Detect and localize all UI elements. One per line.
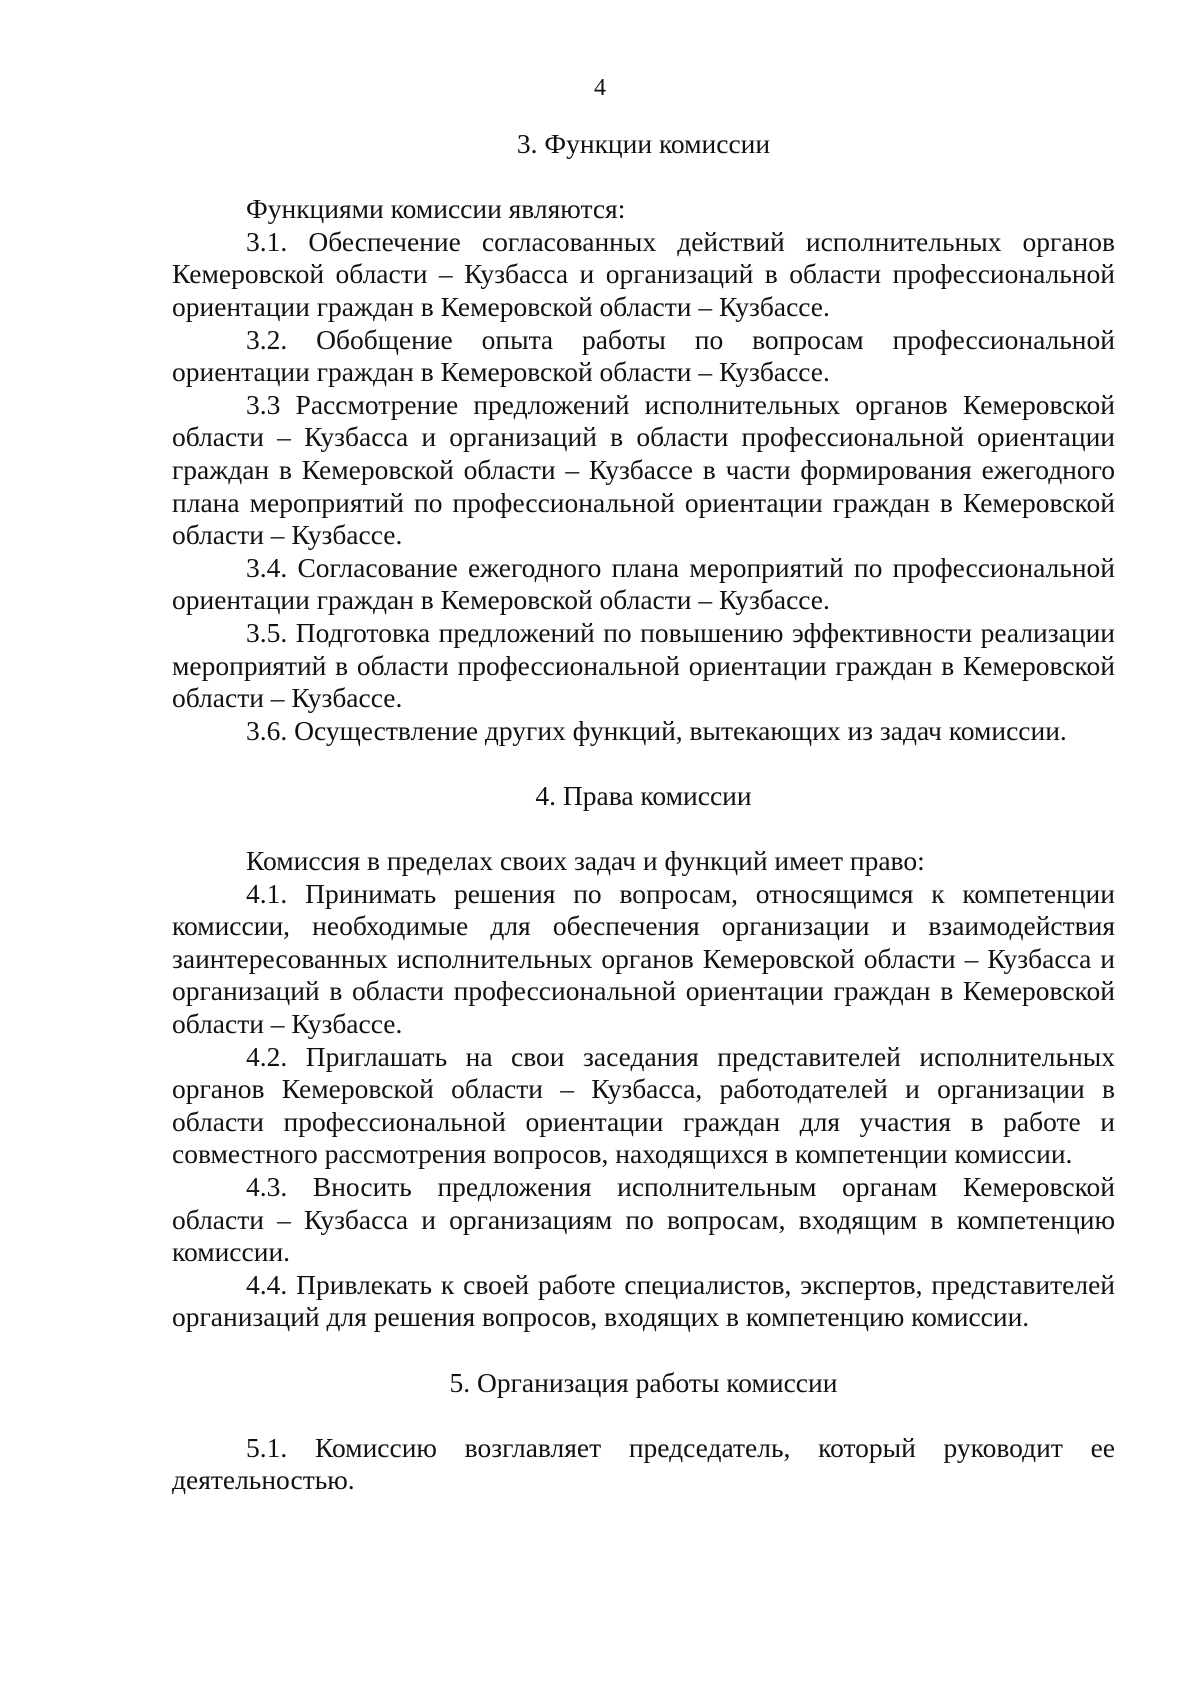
clause-3-1: 3.1. Обеспечение согласованных действий исполнительных органов Кемеровской области – Кузбасса и организаций в области профессиональной ориентации граждан в Кемеровской области – Кузбассе. — [172, 225, 1115, 322]
clause-4-1: 4.1. Принимать решения по вопросам, относящимся к компетенции комиссии, необходимые для обеспечения организации и взаимодействия заинтересованных исполнительных органов Кемеровской области – Кузбасса и организаций в области профессиональной ориентации граждан в Кемеровской области – Кузбассе. — [172, 877, 1115, 1040]
spacer — [172, 1334, 1115, 1367]
clause-3-6: 3.6. Осуществление других функций, вытекающих из задач комиссии. — [246, 714, 1067, 746]
spacer — [172, 161, 1115, 194]
section-4-heading: 4. Права комиссии — [535, 779, 752, 811]
clause-3-5: 3.5. Подготовка предложений по повышению эффективности реализации мероприятий в области профессиональной ориентации граждан в Кемеровской области – Кузбассе. — [172, 616, 1115, 714]
clause-4-2: 4.2. Приглашать на свои заседания представителей исполнительных органов Кемеровской области – Кузбасса, работодателей и организации в области профессиональной ориентации граждан для участия в работе и совместного рассмотрения вопросов, находящихся в компетенции комиссии. — [172, 1040, 1115, 1170]
clause-3-2: 3.2. Обобщение опыта работы по вопросам профессиональной ориентации граждан в Кемеровской области – Кузбассе. — [172, 323, 1115, 388]
spacer — [172, 1399, 1115, 1432]
clause-3-3: 3.3 Рассмотрение предложений исполнительных органов Кемеровской области – Кузбасса и организаций в области профессиональной ориентации граждан в Кемеровской области – Кузбассе в части формирования ежегодного плана мероприятий по профессиональной ориентации граждан в Кемеровской области – Кузбассе. — [172, 388, 1115, 551]
spacer — [172, 747, 1115, 780]
clause-3-4: 3.4. Согласование ежегодного плана мероприятий по профессиональной ориентации граждан в Кемеровской области – Кузбассе. — [172, 551, 1115, 616]
clause-4-3: 4.3. Вносить предложения исполнительным органам Кемеровской области – Кузбасса и организациям по вопросам, входящим в компетенцию комиссии. — [172, 1171, 1115, 1268]
section-3-heading: 3. Функции комиссии — [516, 128, 771, 159]
document-body — [172, 128, 1115, 1497]
clause-4-4: 4.4. Привлекать к своей работе специалистов, экспертов, представителей организаций для решения вопросов, входящих в компетенцию комиссии. — [172, 1268, 1115, 1333]
page-number: 4 — [594, 75, 606, 101]
clause-5-1: 5.1. Комиссию возглавляет председатель, который руководит ее деятельностью. — [172, 1431, 1115, 1496]
section-3-intro: Функциями комиссии являются: — [246, 193, 626, 225]
section-5-heading: 5. Организация работы комиссии — [449, 1366, 838, 1398]
spacer — [172, 812, 1115, 845]
section-4-intro: Комиссия в пределах своих задач и функций имеет право: — [246, 845, 925, 877]
